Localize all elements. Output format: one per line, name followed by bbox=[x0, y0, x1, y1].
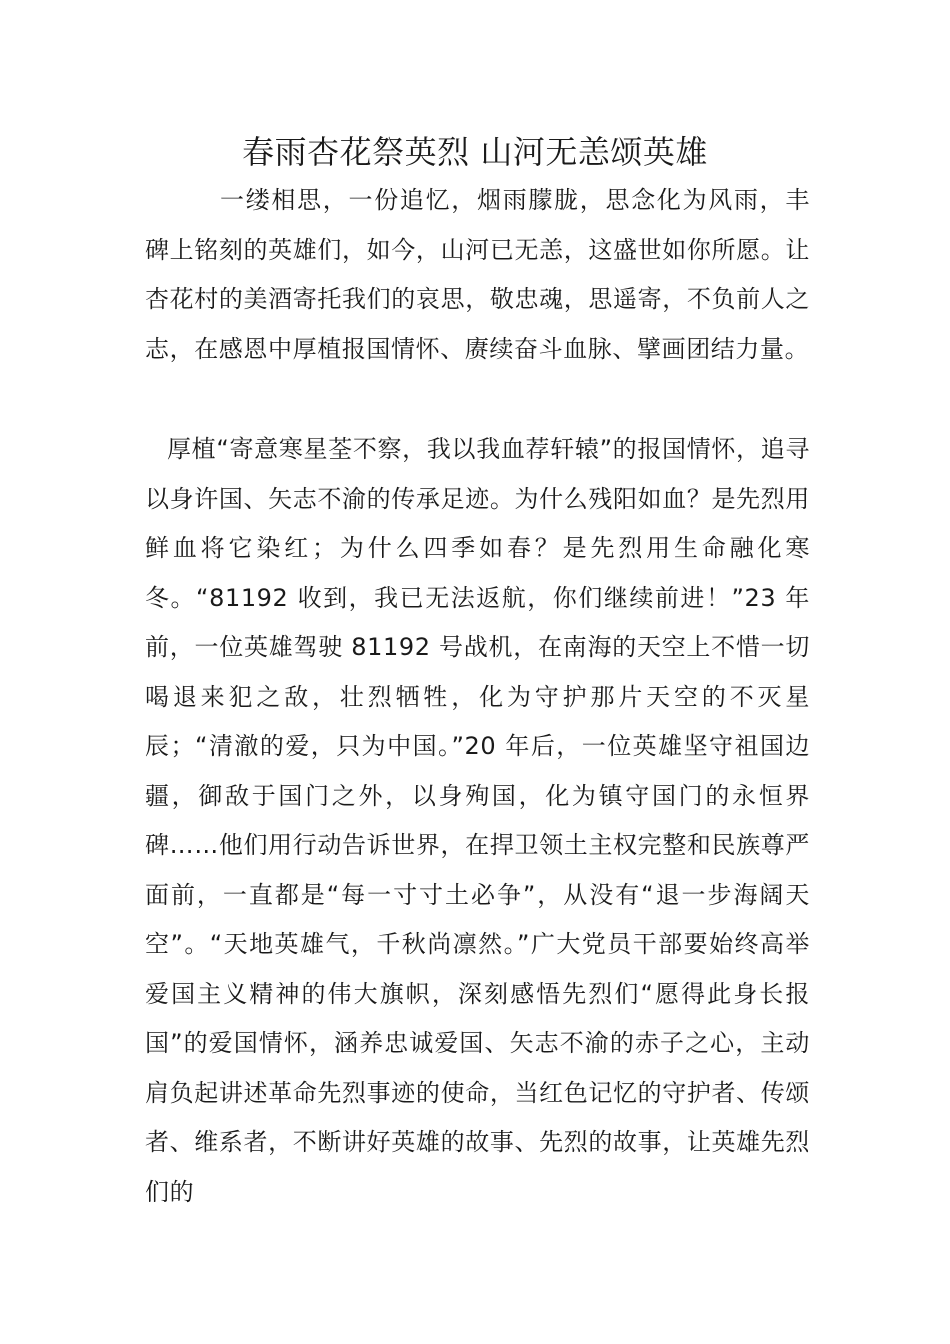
document-title: 春雨杏花祭英烈 山河无恙颂英雄 bbox=[242, 133, 708, 171]
paragraph-2: 厚植“寄意寒星荃不察，我以我血荐轩辕”的报国情怀，追寻以身许国、矢志不渝的传承足迹。为什么残阳如血？是先烈用鲜血将它染红；为什么四季如春？是先烈用生命融化寒冬。“81192 收到，我已无法返航，你们继续前进！”23 年前，一位英雄驾驶 81192 号战机，在南海的天空上不惜一切喝退来犯之敌，壮烈牺牲，化为守护那片天空的不灭星辰；“清澈的爱，只为中国。”20 年后，一位英雄坚守祖国边疆，御敌于国门之外，以身殉国，化为镇守国门的永恒界碑……他们用行动告诉世界，在捍卫领土主权完整和民族尊严面前，一直都是“每一寸寸土必争”，从没有“退一步海阔天空”。“天地英雄气，千秋尚凛然。”广大党员干部要始终高举爱国主义精神的伟大旗帜，深刻感悟先烈们“愿得此身长报国”的爱国情怀，涵养忠诚爱国、矢志不渝的赤子之心，主动肩负起讲述革命先烈事迹的使命，当红色记忆的守护者、传颂者、维系者，不断讲好英雄的故事、先烈的故事，让英雄先烈们的 bbox=[145, 435, 810, 1206]
paragraph-1: 一缕相思，一份追忆，烟雨朦胧，思念化为风雨，丰碑上铭刻的英雄们，如今，山河已无恙，这盛世如你所愿。让杏花村的美酒寄托我们的哀思，敬忠魂，思遥寄，不负前人之志，在感恩中厚植报国情怀、赓续奋斗血脉、擘画团结力量。 bbox=[145, 186, 810, 363]
document-body bbox=[145, 176, 810, 374]
document-body-2 bbox=[145, 425, 810, 1217]
